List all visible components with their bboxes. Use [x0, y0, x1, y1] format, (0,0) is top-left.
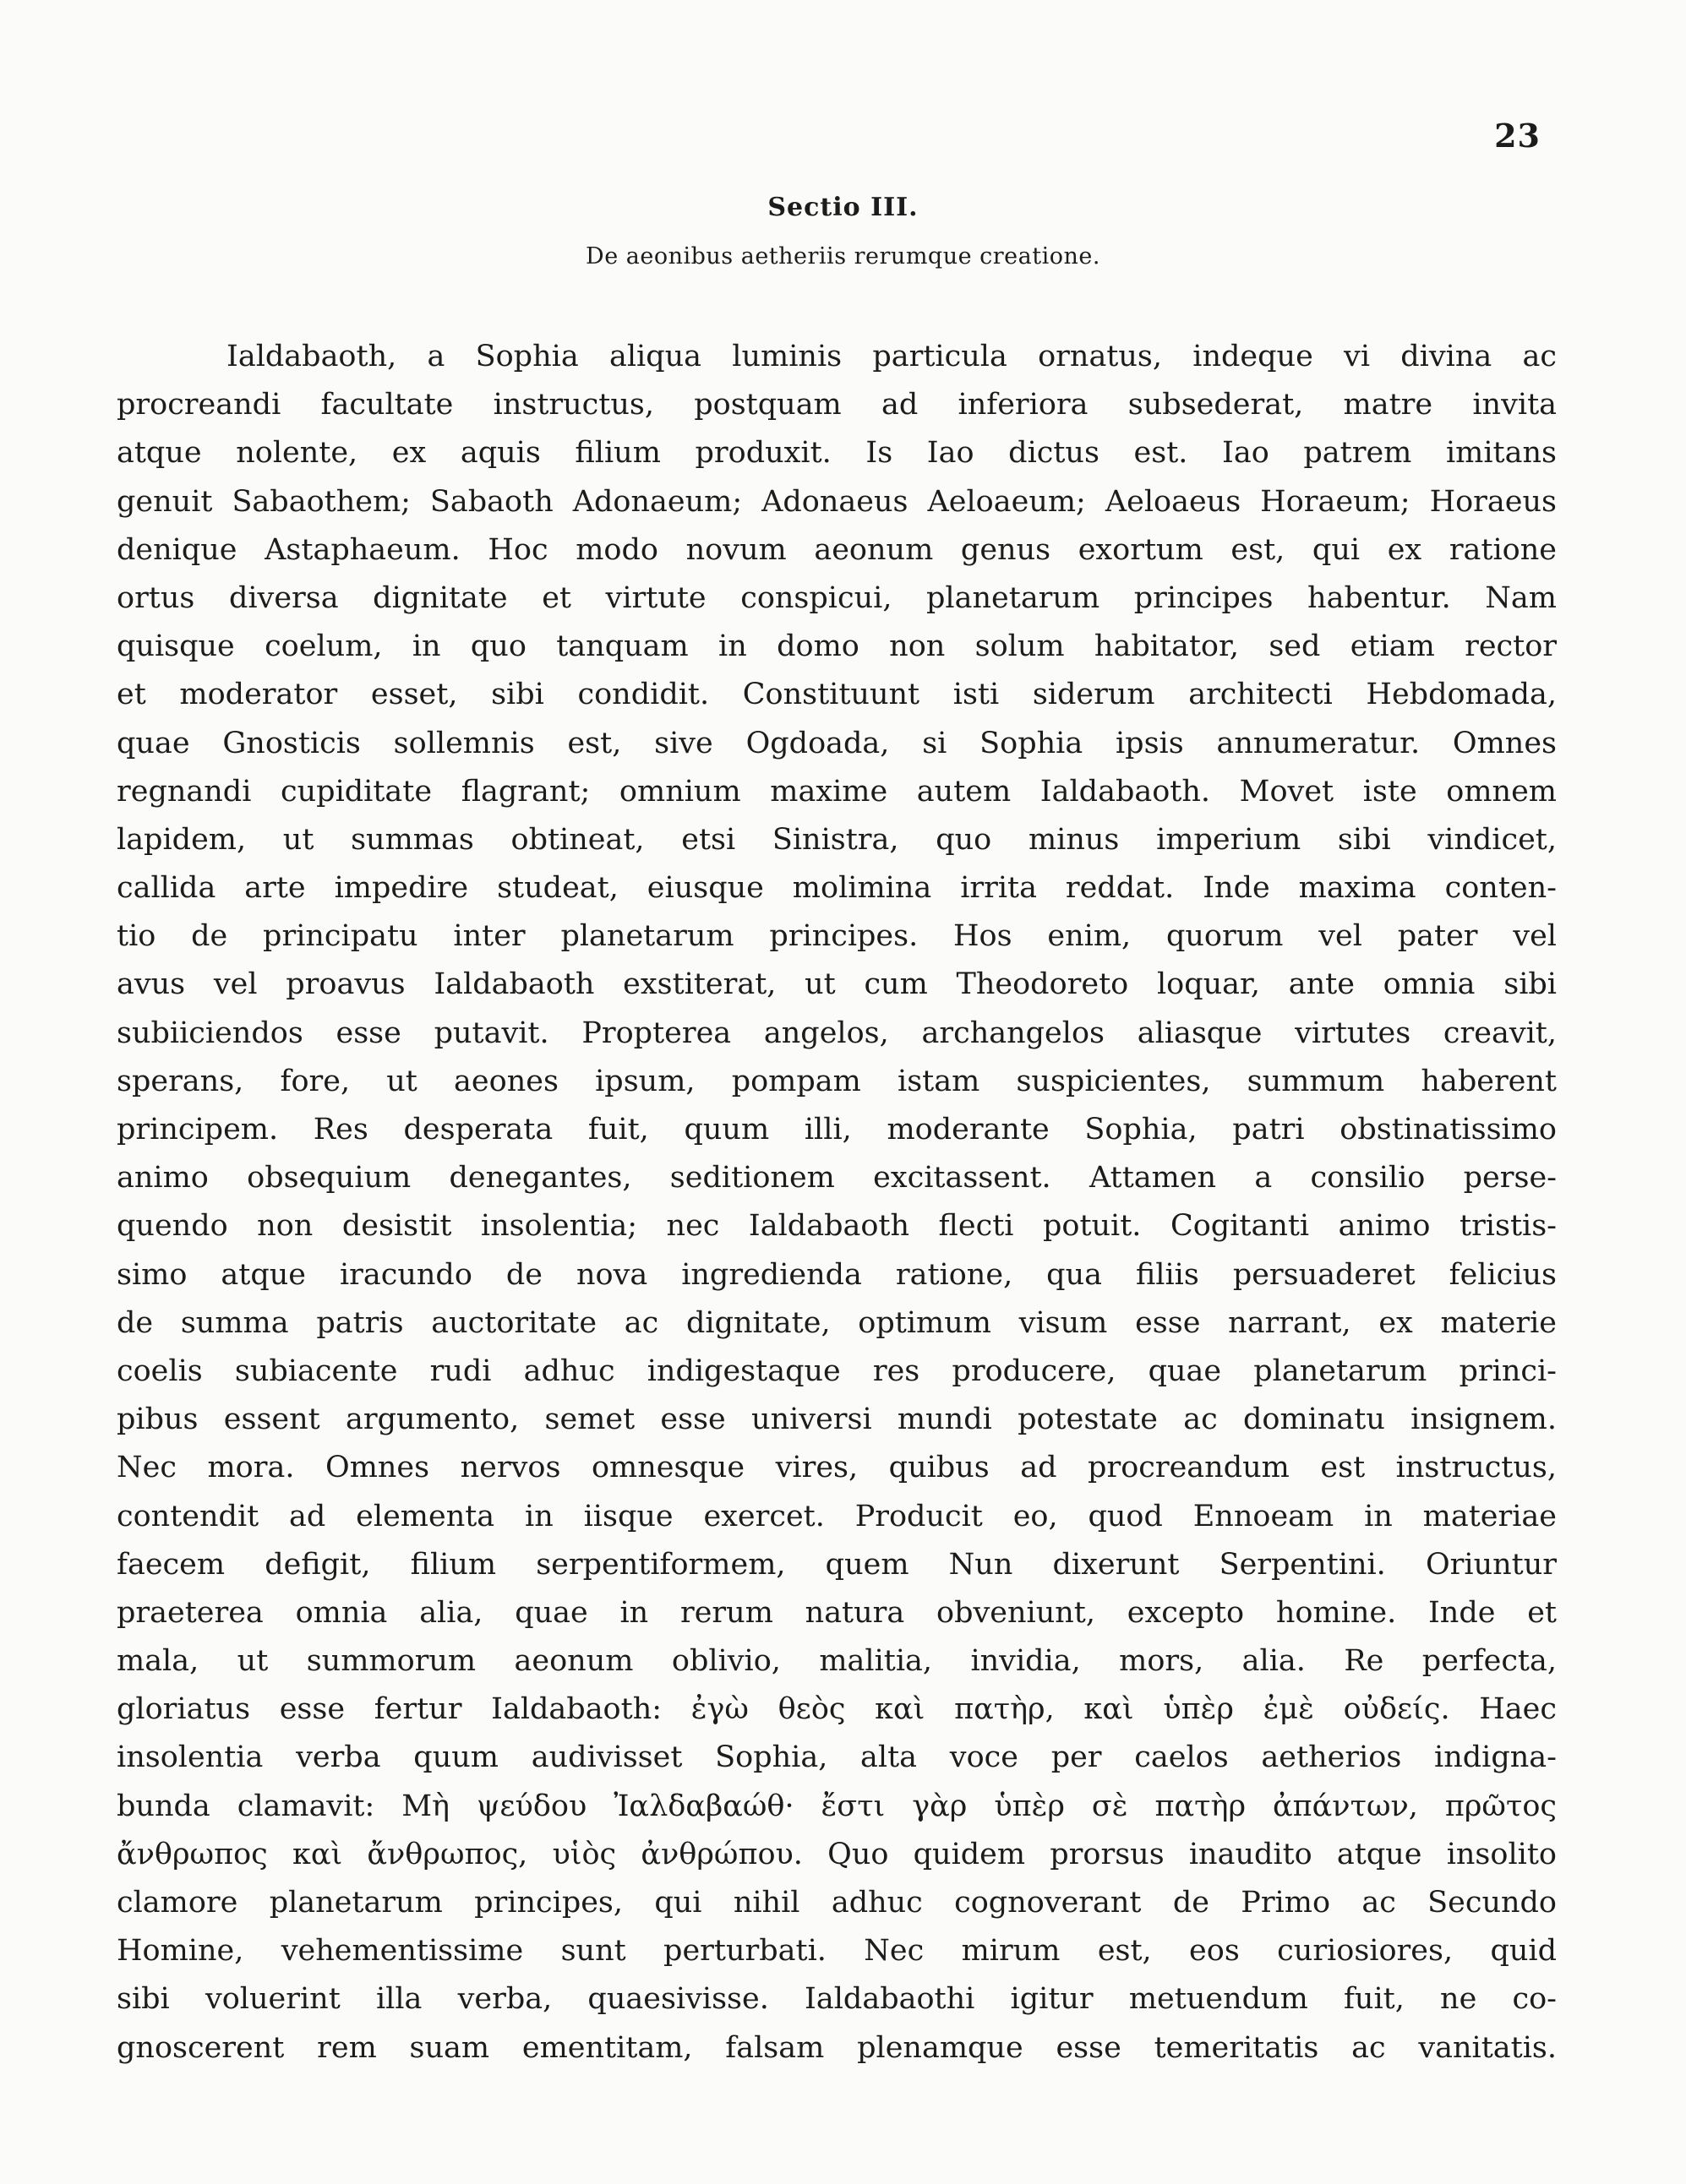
page-number: 23	[1494, 117, 1541, 155]
text-line: et moderator esset, sibi condidit. Constituunt isti siderum architecti Hebdomada,	[117, 678, 1557, 712]
text-line: Ialdabaoth, a Sophia aliqua luminis particula ornatus, indeque vi divina ac	[226, 340, 1557, 373]
text-line: quendo non desistit insolentia; nec Ialdabaoth flecti potuit. Cogitanti animo tristis-	[117, 1209, 1557, 1244]
text-line: sibi voluerint illa verba, quaesivisse. Ialdabaothi igitur metuendum fuit, ne co-	[117, 1982, 1557, 2017]
text-line: principem. Res desperata fuit, quum illi, moderante Sophia, patri obstinatissimo	[117, 1113, 1557, 1146]
text-line: simo atque iracundo de nova ingredienda ratione, qua filiis persuaderet felicius	[117, 1257, 1557, 1292]
text-line: quisque coelum, in quo tanquam in domo non solum habitator, sed etiam rector	[117, 629, 1557, 664]
text-line: Homine, vehementissime sunt perturbati. Nec mirum est, eos curiosiores, quid	[117, 1934, 1557, 1969]
text-line: ortus diversa dignitate et virtute conspicui, planetarum principes habentur. Nam	[117, 580, 1557, 615]
text-line: gnoscerent rem suam ementitam, falsam plenamque esse temeritatis ac vanitatis.	[117, 2030, 1557, 2065]
text-line: genuit Sabaothem; Sabaoth Adonaeum; Adonaeus Aeloaeum; Aeloaeus Horaeum; Horaeus	[117, 484, 1557, 519]
text-line: mala, ut summorum aeonum oblivio, malitia, invidia, mors, alia. Re perfecta,	[117, 1644, 1557, 1679]
text-line: denique Astaphaeum. Hoc modo novum aeonum genus exortum est, qui ex ratione	[117, 532, 1557, 567]
text-line: coelis subiacente rudi adhuc indigestaque res producere, quae planetarum princi-	[117, 1353, 1557, 1388]
text-line: procreandi facultate instructus, postquam ad inferiora subsederat, matre invita	[117, 388, 1557, 422]
text-line: atque nolente, ex aquis filium produxit. Is Iao dictus est. Iao patrem imitans	[117, 436, 1557, 471]
text-line: gloriatus esse fertur Ialdabaoth: ἐγὼ θεὸς καὶ πατὴρ, καὶ ὑπὲρ ἐμὲ οὐδείς. Haec	[117, 1692, 1557, 1727]
text-line: regnandi cupiditate flagrant; omnium maxime autem Ialdabaoth. Movet iste omnem	[117, 774, 1557, 809]
text-line: tio de principatu inter planetarum principes. Hos enim, quorum vel pater vel	[117, 919, 1557, 954]
text-line: subiiciendos esse putavit. Propterea angelos, archangelos aliasque virtutes creavit,	[117, 1016, 1557, 1050]
text-line: praeterea omnia alia, quae in rerum natura obveniunt, excepto homine. Inde et	[117, 1595, 1557, 1630]
text-line: bunda clamavit: Μὴ ψεύδου Ἰαλδαβαώθ· ἔστι γὰρ ὑπὲρ σὲ πατὴρ ἀπάντων, πρῶτος	[117, 1789, 1557, 1823]
text-line: de summa patris auctoritate ac dignitate, optimum visum esse narrant, ex materie	[117, 1305, 1557, 1340]
text-line: sperans, fore, ut aeones ipsum, pompam istam suspicientes, summum haberent	[117, 1064, 1557, 1098]
text-line: faecem defigit, filium serpentiformem, quem Nun dixerunt Serpentini. Oriuntur	[117, 1547, 1557, 1582]
text-line: animo obsequium denegantes, seditionem excitassent. Attamen a consilio perse-	[117, 1161, 1557, 1195]
text-line: ἄνθρωπος καὶ ἄνθρωπος, υἱὸς ἀνθρώπου. Quo quidem prorsus inaudito atque insolito	[117, 1837, 1557, 1871]
body-text	[117, 333, 1557, 2072]
text-line: insolentia verba quum audivisset Sophia, alta voce per caelos aetherios indigna-	[117, 1740, 1557, 1775]
text-line: callida arte impedire studeat, eiusque molimina irrita reddat. Inde maxima conten-	[117, 871, 1557, 906]
text-line: Nec mora. Omnes nervos omnesque vires, quibus ad procreandum est instructus,	[117, 1451, 1557, 1485]
text-line: clamore planetarum principes, qui nihil adhuc cognoverant de Primo ac Secundo	[117, 1886, 1557, 1920]
section-subtitle: De aeonibus aetheriis rerumque creatione.	[586, 243, 1100, 270]
text-line: contendit ad elementa in iisque exercet. Producit eo, quod Ennoeam in materiae	[117, 1499, 1557, 1533]
text-line: lapidem, ut summas obtineat, etsi Sinistra, quo minus imperium sibi vindicet,	[117, 822, 1557, 857]
section-title: Sectio III.	[767, 193, 919, 222]
text-line: quae Gnosticis sollemnis est, sive Ogdoada, si Sophia ipsis annumeratur. Omnes	[117, 726, 1557, 760]
text-line: avus vel proavus Ialdabaoth exstiterat, ut cum Theodoreto loquar, ante omnia sibi	[117, 967, 1557, 1002]
text-line: pibus essent argumento, semet esse universi mundi potestate ac dominatu insignem.	[117, 1402, 1557, 1437]
